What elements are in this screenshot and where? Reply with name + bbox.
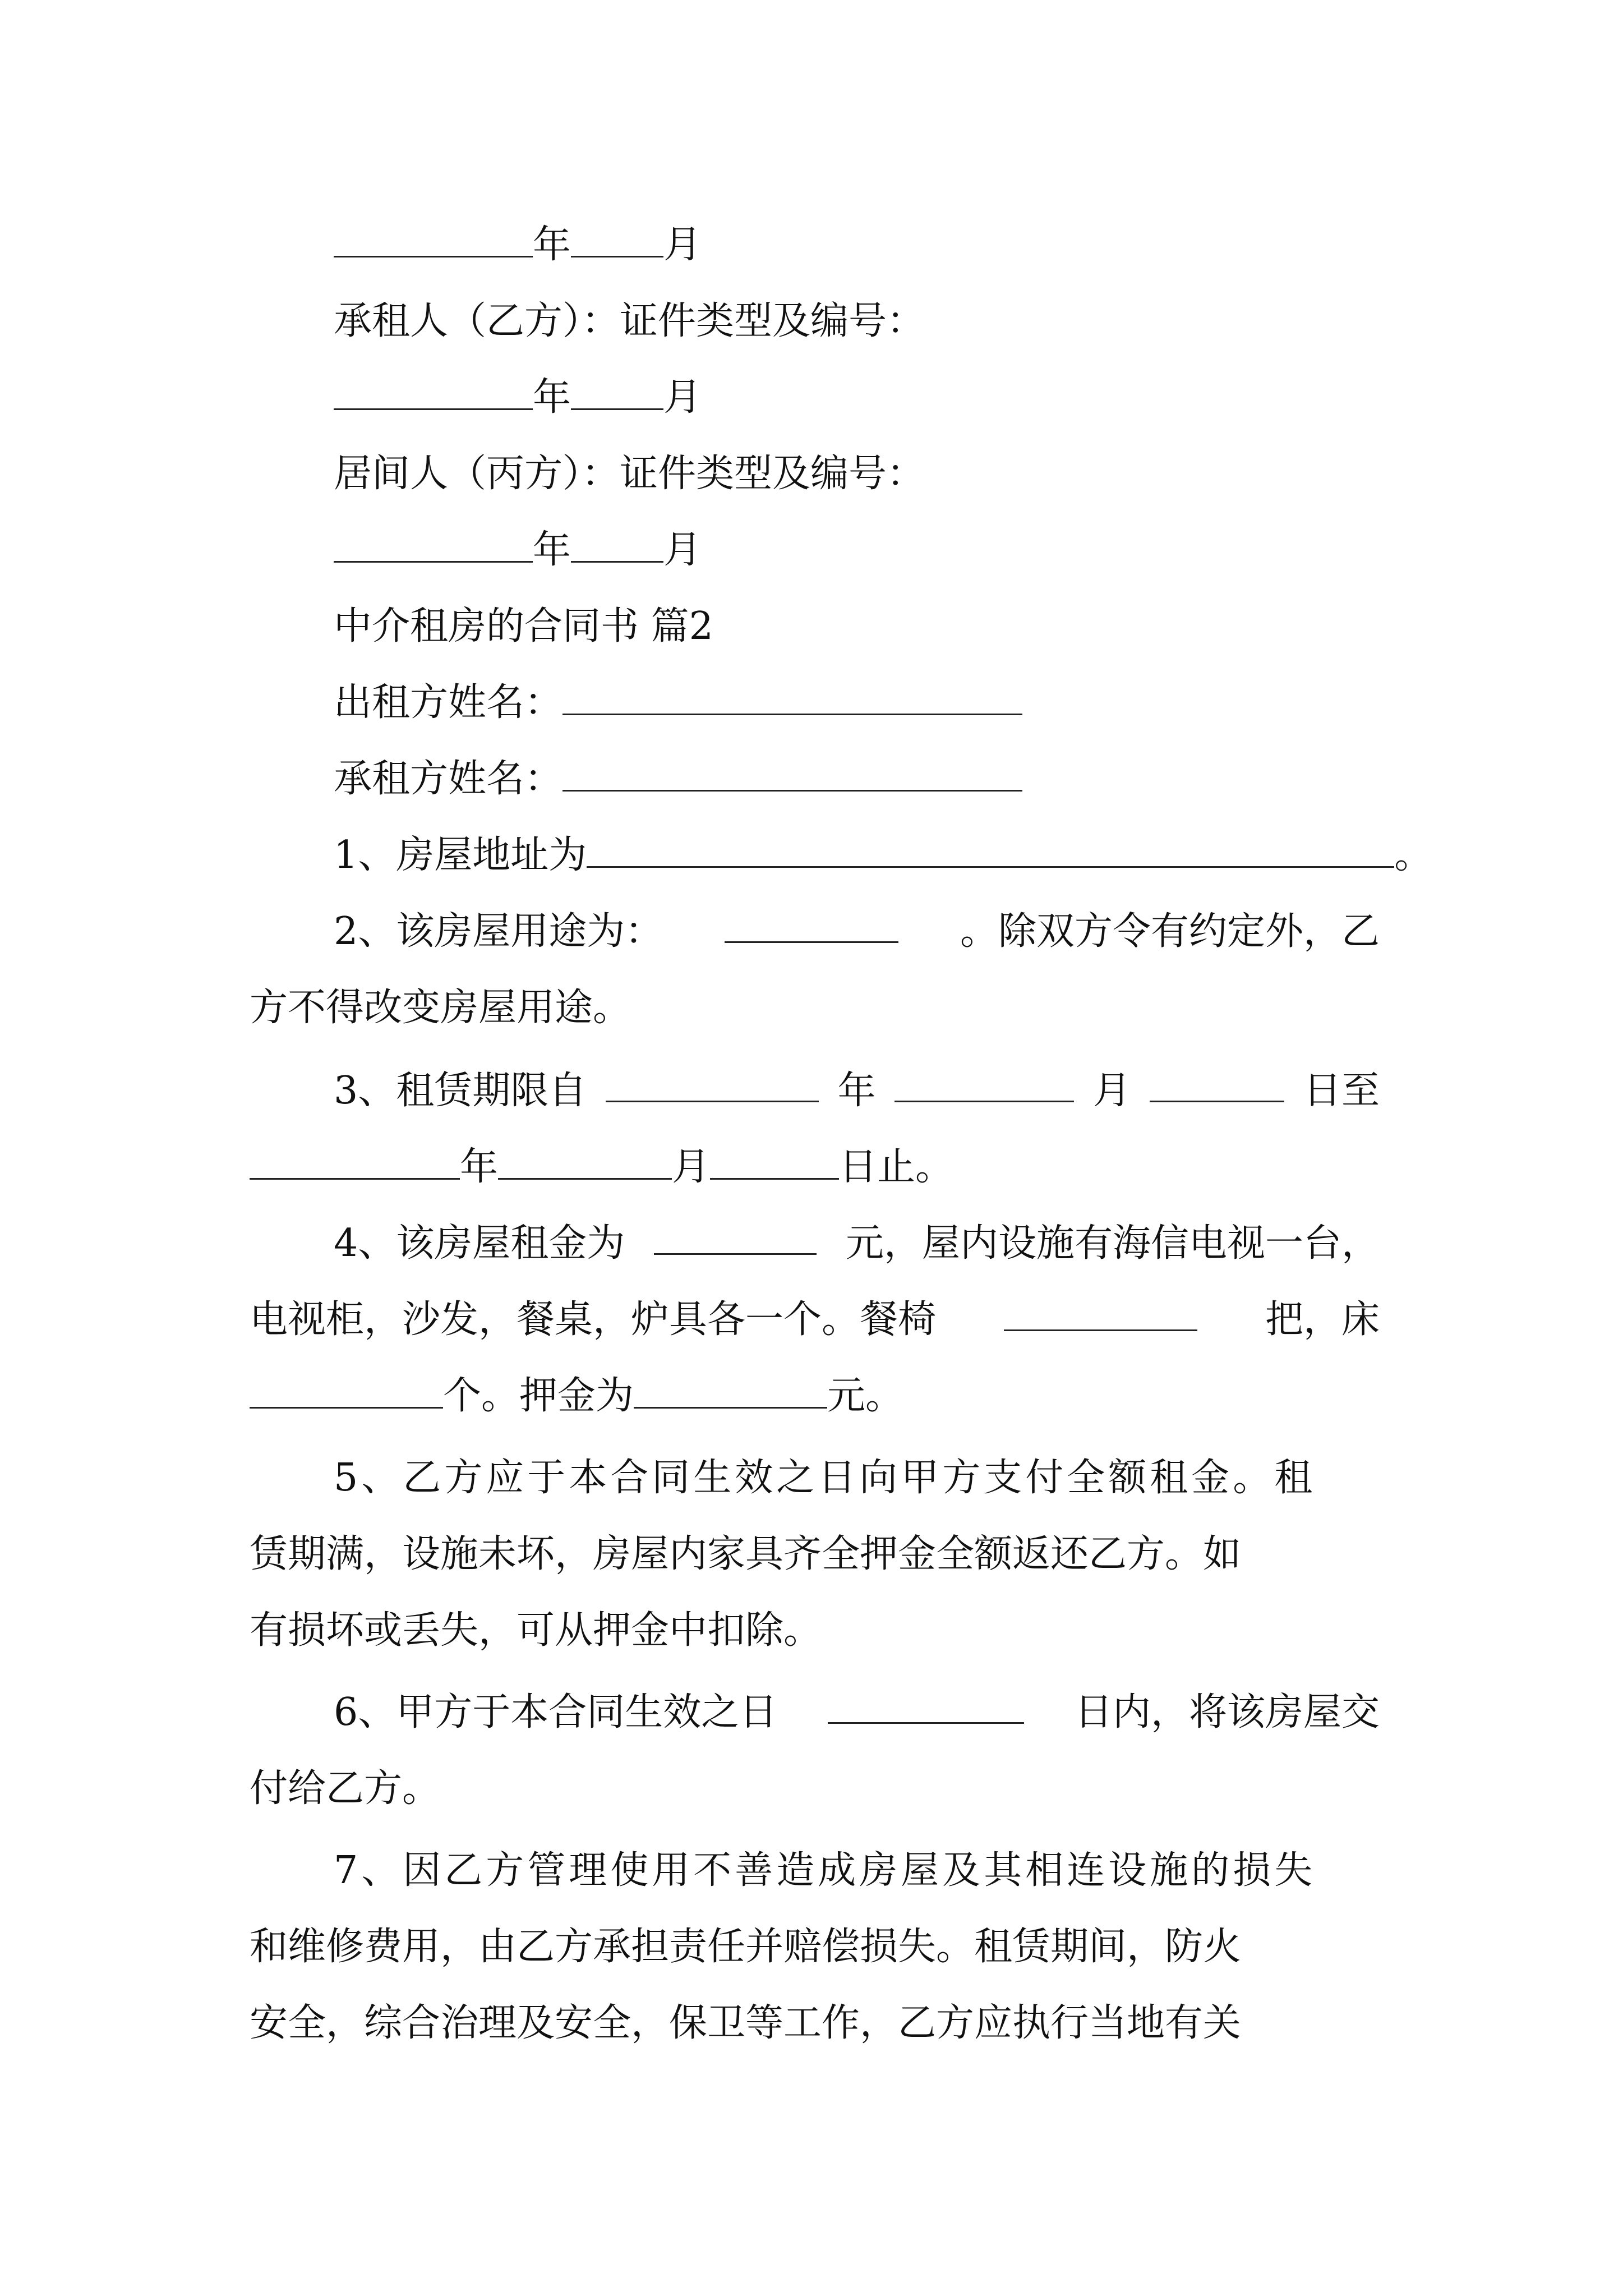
clause-6-line-1: [334, 1687, 1380, 1738]
beds-blank: [250, 1372, 443, 1409]
lessor-name-label: 出租方姓名：: [334, 680, 563, 725]
month-blank: [571, 374, 663, 410]
clause-4-line-2-prefix: 电视柜，沙发，餐桌，炉具各一个。餐椅: [250, 1297, 937, 1342]
broker-date-line: [334, 525, 702, 576]
clause-7-line-2: 和维修费用，由乙方承担责任并赔偿损失。租赁期间，防火: [250, 1925, 1242, 1969]
handover-days-blank: [828, 1687, 1024, 1724]
clause-4-line-3-suffix: 元。: [827, 1374, 904, 1418]
clause-7-line-1: 7、因乙方管理使用不善造成房屋及其相连设施的损失: [334, 1848, 1316, 1893]
end-month-label: 月: [672, 1145, 711, 1189]
section-title: 中介租房的合同书 篇2: [334, 604, 713, 648]
clause-1: [334, 830, 1432, 881]
month-label: 月: [663, 223, 702, 267]
clause-4-prefix: 4、该房屋租金为: [334, 1221, 625, 1266]
clause-2-prefix: 2、该房屋用途为：: [334, 909, 663, 954]
deposit-blank: [634, 1372, 827, 1409]
clause-2-suffix: 。除双方令有约定外，乙: [960, 909, 1380, 954]
clause-5-line-1: 5、乙方应于本合同生效之日向甲方支付全额租金。租: [334, 1456, 1316, 1500]
clause-7-line-3: 安全，综合治理及安全，保卫等工作，乙方应执行当地有关: [250, 2001, 1242, 2045]
lessee-date-line: [334, 372, 702, 423]
lessor-date-line: [334, 220, 702, 270]
clause-3-line-2: [250, 1142, 953, 1193]
end-day-blank: [710, 1143, 839, 1180]
clause-4-line-3-mid: 个。押金为: [443, 1374, 634, 1418]
year-blank: [334, 374, 533, 410]
clause-4-line-2: [250, 1295, 1380, 1345]
clause-5-line-3: 有损坏或丢失，可从押金中扣除。: [250, 1608, 822, 1653]
start-month-label: 月: [1092, 1069, 1131, 1113]
month-blank: [571, 221, 663, 257]
clause-4-line-1: [334, 1218, 1380, 1269]
clause-4-suffix: 元，屋内设施有海信电视一台，: [845, 1221, 1380, 1266]
address-blank: [587, 831, 1394, 868]
year-blank: [334, 221, 533, 257]
start-day-label: 日至: [1303, 1069, 1380, 1113]
end-month-blank: [498, 1143, 672, 1180]
clause-4-line-3: [250, 1371, 903, 1421]
clause-2-line-1: [334, 907, 1380, 957]
lessor-name-blank: [562, 679, 1022, 715]
usage-blank: [725, 907, 898, 943]
lessee-name-label: 承租方姓名：: [334, 757, 563, 801]
year-label: 年: [533, 375, 571, 420]
clause-4-line-2-suffix: 把，床: [1265, 1297, 1380, 1342]
month-blank: [571, 526, 663, 563]
clause-2-line-2: 方不得改变房屋用途。: [250, 986, 631, 1030]
month-label: 月: [663, 528, 702, 572]
start-year-label: 年: [837, 1069, 876, 1113]
start-month-blank: [895, 1066, 1074, 1102]
end-day-label: 日止。: [839, 1145, 954, 1189]
clause-1-prefix: 1、房屋地址为: [334, 833, 587, 877]
clause-6-suffix: 日内，将该房屋交: [1074, 1690, 1380, 1734]
year-label: 年: [533, 528, 571, 572]
lessee-name-blank: [562, 755, 1022, 792]
month-label: 月: [663, 375, 702, 420]
clause-6-prefix: 6、甲方于本合同生效之日: [334, 1690, 778, 1734]
clause-5-line-2: 赁期满，设施未坏，房屋内家具齐全押金全额返还乙方。如: [250, 1532, 1242, 1576]
year-blank: [334, 526, 533, 563]
clause-3-prefix: 3、租赁期限自: [334, 1069, 587, 1113]
rent-blank: [654, 1218, 817, 1255]
end-year-label: 年: [460, 1145, 499, 1189]
start-year-blank: [606, 1066, 819, 1102]
chairs-blank: [1004, 1295, 1197, 1331]
lessee-id-label: 承租人（乙方）：证件类型及编号：: [334, 299, 925, 343]
clause-1-suffix: 。: [1394, 833, 1433, 877]
end-year-blank: [250, 1143, 460, 1180]
start-day-blank: [1150, 1066, 1284, 1102]
clause-3-line-1: [334, 1066, 1380, 1116]
lessor-name-field: [334, 678, 1022, 728]
year-label: 年: [533, 223, 571, 267]
lessee-name-field: [334, 754, 1022, 804]
clause-6-line-2: 付给乙方。: [250, 1766, 441, 1811]
broker-id-label: 居间人（丙方）：证件类型及编号：: [334, 452, 925, 496]
